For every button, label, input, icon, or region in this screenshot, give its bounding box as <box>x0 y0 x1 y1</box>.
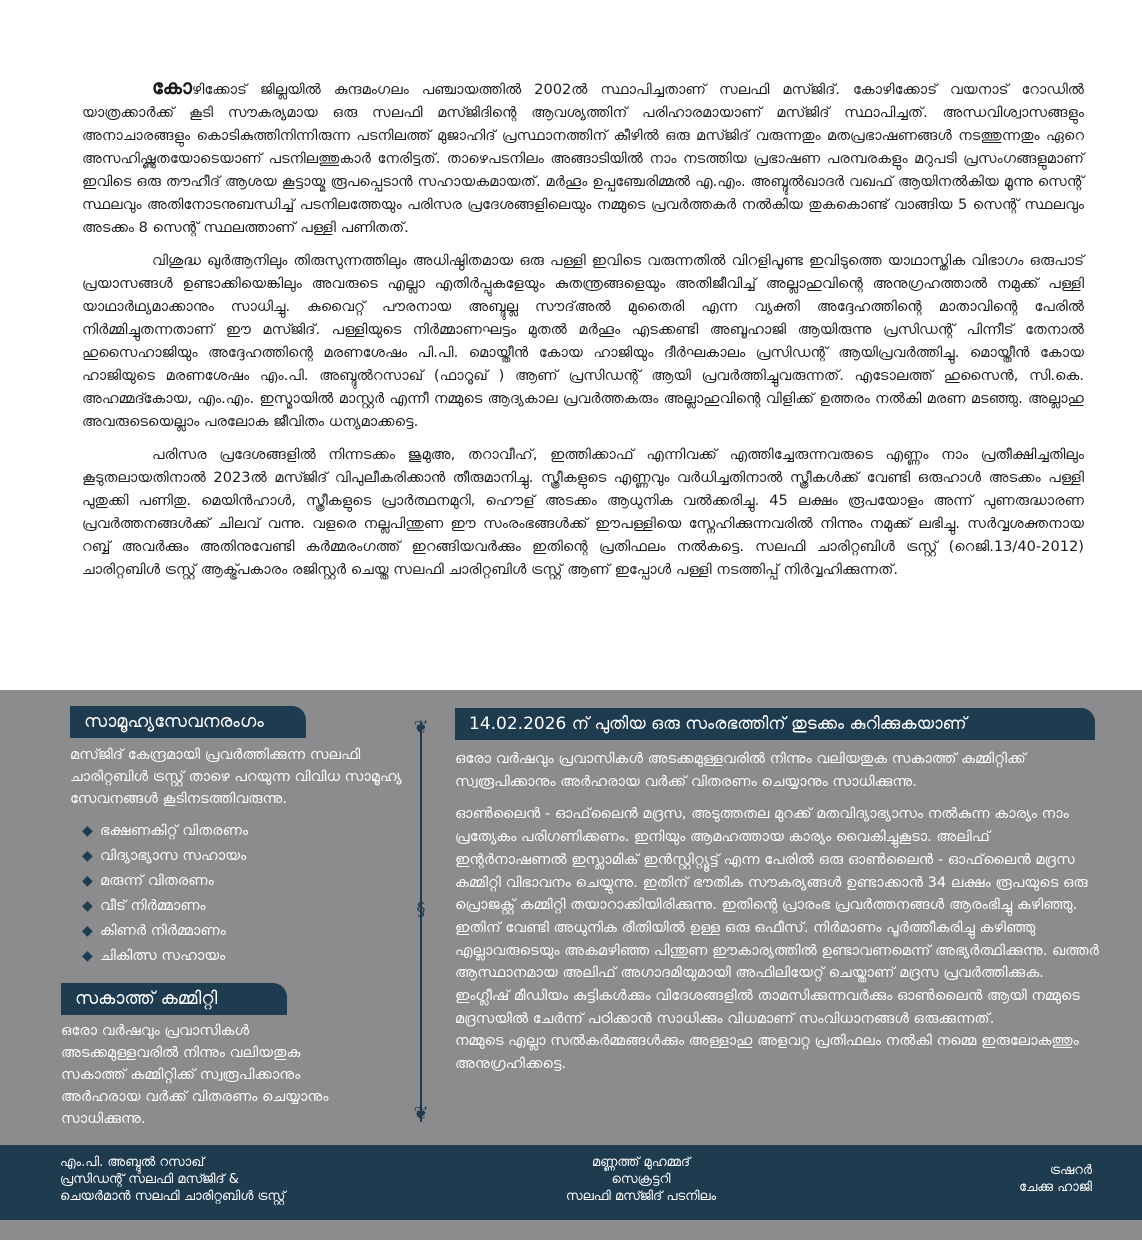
article <box>82 76 1084 591</box>
new-project-paragraph-3: നമ്മുടെ എല്ലാ സൽകർമ്മങ്ങൾക്കും അള്ളാഹു അളവറ്റ പ്രതിഫലം നൽകി നമ്മെ ഇരുലോകത്തും അനുഗ്രഹിക്കട്ടെ. <box>455 1032 1079 1073</box>
ornament-bottom-icon: ❦ <box>413 1103 429 1124</box>
ornament-middle-icon: § <box>416 899 426 920</box>
list-item: ◆ ഭക്ഷണകിറ്റ് വിതരണം <box>82 818 248 843</box>
new-project-paragraph-2: ഓൺലൈൻ - ഓഫ്‌ലൈൻ മദ്രസ, അടുത്തതല മുറക്ക് മതവിദ്യാഭ്യാസം നൽകുന്ന കാര്യം നാം പ്രത്യേകം പരിഗണിക്കണം. ഇനിയും ആമഹത്തായ കാര്യം വൈകിച്ചുകൂടാ. അലിഫ് ഇന്റർനാഷണൽ ഇസ്ലാമിക് ഇൻസ്റ്റിറ്റ്യൂട്ട് എന്ന പേരിൽ ഒരു ഓൺലൈൻ - ഓഫ്‌ലൈൻ മദ്രസ കമ്മിറ്റി വിഭാവനം ചെയ്യുന്നു. ഇതിന് ഭൗതിക സൗകര്യങ്ങൾ ഉണ്ടാക്കാൻ 34 ലക്ഷം രൂപയുടെ ഒരു പ്രൊജക്റ്റ് കമ്മിറ്റി തയാറാക്കിയിരിക്കുന്നു. ഇതിന്റെ പ്രാരംഭ പ്രവർത്തനങ്ങൾ ആരംഭിച്ചു കഴിഞ്ഞു. ഇതിന് വേണ്ടി അധുനിക രീതിയിൽ ഉള്ള ഒരു ഒഫീസ്. നിർമാണം പൂർത്തീകരിച്ചു കഴിഞ്ഞു എല്ലാവരുടെയും അകമഴിഞ്ഞ പിന്തുണ ഈകാര്യത്തിൽ ഉണ്ടാവണമെന്ന് അഭ്യർത്ഥിക്കുന്നു. ഖത്തർ ആസ്ഥാനമായ അലിഫ് അഗാദമിയുമായി അഫിലിയേറ്റ് ചെയ്താണ് മദ്രസ പ്രവർത്തിക്കുക. ഇംഗ്ലീഷ് മീഡിയം കുട്ടികൾക്കും വിദേശങ്ങളിൽ താമസിക്കുന്നവർക്കും ഓൺലൈൻ ആയി നമ്മുടെ മദ്രസയിൽ ചേർന്ന് പഠിക്കാൻ സാധിക്കും വിധമാണ് സംവിധാനങ്ങൾ ഒരുക്കുന്നത്. <box>455 805 1099 1027</box>
diamond-bullet-icon: ◆ <box>82 898 93 914</box>
list-item: ◆ മരുന്ന് വിതരണം <box>82 868 248 893</box>
ornamental-divider <box>420 722 422 1122</box>
article-paragraph-1-text: ഴിക്കോട് ജില്ലയിൽ കുന്ദമംഗലം പഞ്ചായത്തിൽ 2002ൽ സ്ഥാപിച്ചതാണ് സലഫി മസ്ജിദ്. കോഴിക്കോട് വയനാട് റോഡിൽ യാത്രക്കാർക്ക് കൂടി സൗകര്യമായ ഒരു സലഫി മസ്ജിദിന്റെ ആവശ്യത്തിന് പരിഹാരമായാണ് മസ്ജിദ് സ്ഥാപിച്ചത്. അന്ധവിശ്വാസങ്ങളും അനാചാരങ്ങളും കൊടികുത്തിനിന്നിരുന്ന പടനിലത്ത് മുജാഹിദ് പ്രസ്ഥാനത്തിന് കീഴിൽ ഒരു മസ്ജിദ് വരുന്നതും മതപ്രഭാഷണങ്ങൾ നടത്തുന്നതും ഏറെ അസഹിഷ്ണുതയോടെയാണ് പടനിലത്തുകാർ നേരിട്ടത്. താഴെപടനിലം അങ്ങാടിയിൽ നാം നടത്തിയ പ്രഭാഷണ പരമ്പരകളും മറുപടി പ്രസംഗങ്ങളുമാണ് ഇവിടെ ഒരു തൗഹീദ് ആശയ കൂട്ടായ്മ രൂപപ്പെടാൻ സഹായകമായത്. മർഹൂം ഉപ്പഞ്ചേരിമ്മൽ എ.എം. അബ്ദുൽഖാദർ വഖഫ് ആയിനൽകിയ മൂന്നു സെന്റ് സ്ഥലവും അതിനോടനുബന്ധിച്ച് പടനിലത്തേയും പരിസര പ്രദേശങ്ങളിലെയും നമ്മുടെ പ്രവർത്തകർ നൽകിയ തുകകൊണ്ട് വാങ്ങിയ 5 സെന്റ് സ്ഥലവും അടക്കം 8 സെന്റ് സ്ഥലത്താണ് പള്ളി പണിതത്. <box>82 81 1084 236</box>
footer-treasurer: ട്രഷറർ ചേക്കു ഹാജി <box>1019 1163 1092 1195</box>
footer-secretary: മണ്ണത്ത് മുഹമ്മദ് സെക്രട്ടറി സലഫി മസ്ജിദ് പടനിലം <box>565 1155 717 1204</box>
new-project-heading: 14.02.2026 ന് പുതിയ ഒരു സംരഭത്തിന് തുടക്കം കുറിക്കുകയാണ് <box>455 708 1095 740</box>
social-service-list <box>82 818 248 968</box>
article-paragraph-2: വിശുദ്ധ ഖുർആനിലും തിരുസുന്നത്തിലും അധിഷ്ഠിതമായ ഒരു പള്ളി ഇവിടെ വരുന്നതിൽ വിറളിപൂണ്ട ഇവിടുത്തെ യാഥാസ്തിക വിഭാഗം ഒരുപാട് പ്രയാസങ്ങൾ ഉണ്ടാക്കിയെങ്കിലും അവരുടെ എല്ലാ എതിർപ്പുകളേയും കുതന്ത്രങ്ങളെയും അതിജീവിച്ച് അല്ലാഹുവിന്റെ അനുഗ്രഹത്താൽ നമുക്ക് പള്ളി യാഥാർഥ്യമാക്കാനും സാധിച്ചു. കുവൈറ്റ് പൗരനായ അബ്ദുല്ല സൗദ്അൽ മുതൈരി എന്ന വ്യക്തി അദ്ദേഹത്തിന്റെ മാതാവിന്റെ പേരിൽ നിർമ്മിച്ചുതന്നതാണ് ഈ മസ്ജിദ്. പള്ളിയുടെ നിർമ്മാണഘട്ടം മുതൽ മർഹൂം എടക്കണ്ടി അബൂഹാജി ആയിരുന്നു പ്രസിഡന്റ് പിന്നീട് തേനാൽ ഹുസൈഹാജിയും അദ്ദേഹത്തിന്റെ മരണശേഷം പി.പി. മൊയ്തീൻ കോയ ഹാജിയും ദീർഘകാലം പ്രസിഡന്റ് ആയിപ്രവർത്തിച്ചു. മൊയ്തീൻ കോയ ഹാജിയുടെ മരണശേഷം എം.പി. അബ്ദുൽറസാഖ് (ഫാറൂഖ് ) ആണ് പ്രസിഡന്റ് ആയി പ്രവർത്തിച്ചുവരുന്നത്. എടോലത്ത് ഹുസൈൻ, സി.കെ. അഹമ്മദ്കോയ, എം.എം. ഇസ്മായിൽ മാസ്റ്റർ എന്നീ നമ്മുടെ ആദ്യകാല പ്രവർത്തകരും അല്ലാഹുവിന്റെ വിളിക്ക് ഉത്തരം നൽകി മരണ മടഞ്ഞു. അല്ലാഹു അവരുടെയെല്ലാം പരലോക ജീവിതം ധന്യമാക്കട്ടെ. <box>82 252 1084 430</box>
zakat-committee-text: ഒരോ വർഷവും പ്രവാസികൾ അടക്കമുള്ളവരിൽ നിന്നും വലിയതുക സകാത്ത് കമ്മിറ്റിക്ക് സ്വരൂപിക്കാനും അർഹരായ വർക്ക് വിതരണം ചെയ്യാനും സാധിക്കുന്നു. <box>61 1022 329 1127</box>
signature-footer <box>0 1145 1142 1220</box>
diamond-bullet-icon: ◆ <box>82 923 93 939</box>
social-service-intro: മസ്ജിദ് കേന്ദ്രമായി പ്രവർത്തിക്കുന്ന സലഫി ചാരിറ്റബിൾ ട്രസ്റ്റ് താഴെ പറയുന്ന വിവിധ സാമൂഹ്യ സേവനങ്ങൾ കൂടിനടത്തിവരുന്നു. <box>70 746 402 807</box>
article-paragraph-3: പരിസര പ്രദേശങ്ങളിൽ നിന്നടക്കം ജുമുഅ, തറാവീഹ്, ഇത്തിക്കാഫ് എന്നിവക്ക് എത്തിച്ചേരുന്നവരുടെ എണ്ണം നാം പ്രതീക്ഷിച്ചതിലും കൂടുതലായതിനാൽ 2023ൽ മസ്ജിദ് വിപുലീകരിക്കാൻ തീരുമാനിച്ചു. സ്ത്രീകളുടെ എണ്ണവും വർധിച്ചതിനാൽ സ്ത്രീകൾക്ക് വേണ്ടി ഒരുഹാൾ അടക്കം പള്ളി പുതുക്കി പണിതു. മെയിൻഹാൾ, സ്ത്രീകളുടെ പ്രാർത്ഥനമുറി, ഹൌള് അടക്കം ആധുനിക വൽക്കരിച്ചു. 45 ലക്ഷം രൂപയോളം അന്ന് പുണരുദ്ധാരണ പ്രവർത്തനങ്ങൾക്ക് ചിലവ് വന്നു. വളരെ നല്ലപിന്തുണ ഈ സംരംഭങ്ങൾക്ക് ഈപള്ളിയെ സ്നേഹിക്കുന്നവരിൽ നിന്നും നമുക്ക് ലഭിച്ചു. സർവ്വശക്തനായ റബ്ബ് അവർക്കും അതിനുവേണ്ടി കർമ്മരംഗത്ത് ഇറങ്ങിയവർക്കും ഇതിന്റെ പ്രതിഫലം നൽകട്ടെ. സലഫി ചാരിറ്റബിൾ ട്രസ്റ്റ് (റെജി.13/40-2012) ചാരിറ്റബിൾ ട്രസ്റ്റ് ആക്ട്പ്രകാരം രജിസ്റ്റർ ചെയ്ത സലഫി ചാരിറ്റബിൾ ട്രസ്റ്റ് ആണ് ഇപ്പോൾ പള്ളി നടത്തിപ്പ് നിർവ്വഹിക്കുന്നത്. <box>82 446 1084 578</box>
list-item: ◆ കിണർ നിർമ്മാണം <box>82 918 248 943</box>
article-paragraph-1 <box>82 76 1084 239</box>
list-item: ◆ വീട് നിർമ്മാണം <box>82 893 248 918</box>
new-project-paragraph-1: ഒരോ വർഷവും പ്രവാസികൾ അടക്കമുള്ളവരിൽ നിന്നും വലിയതുക സകാത്ത് കമ്മിറ്റിക്ക് സ്വരൂപിക്കാനും അർഹരായ വർക്ക് വിതരണം ചെയ്യാനും സാധിക്കുന്നു. <box>455 750 1026 790</box>
zakat-committee-heading: സകാത്ത് കമ്മിറ്റി <box>61 983 287 1015</box>
footer-president: എം.പി. അബ്ദുൽ റസാഖ് പ്രസിഡന്റ് സലഫി മസ്ജിദ് & ചെയർമാൻ സലഫി ചാരിറ്റബിൾ ട്രസ്റ്റ് <box>60 1155 286 1204</box>
diamond-bullet-icon: ◆ <box>82 948 93 964</box>
bottom-strip <box>0 1220 1142 1240</box>
diamond-bullet-icon: ◆ <box>82 823 93 839</box>
list-item: ◆ ചികിത്സ സഹായം <box>82 943 248 968</box>
diamond-bullet-icon: ◆ <box>82 873 93 889</box>
ornament-top-icon: ❦ <box>413 717 429 738</box>
social-service-heading: സാമൂഹ്യസേവനരംഗം <box>70 706 306 738</box>
new-project-body <box>455 748 1100 1076</box>
dropcap: കോ <box>152 75 192 99</box>
list-item: ◆ വിദ്യാഭ്യാസ സഹായം <box>82 843 248 868</box>
diamond-bullet-icon: ◆ <box>82 848 93 864</box>
